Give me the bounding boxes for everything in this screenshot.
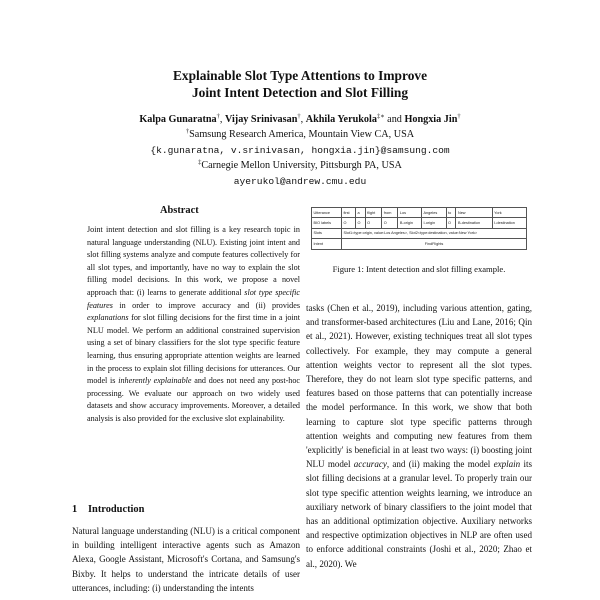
author-4-mark: † [457, 113, 461, 120]
author-1: Kalpa Gunaratna [139, 114, 217, 125]
bio-label: BIO labels [312, 218, 342, 228]
right-part-1: tasks (Chen et al., 2019), including various attention, gating, and transformer-based architectures (Liu and Lane, 2016; Qin et al., 2021). However, existing techniques treat all slot types collectively. For example, they may compute a general attention weights vector to represent all the slot types. Therefore, they do not learn slot type specific patterns, and features based on those patterns that can potentially increase the model performance. In this work, we show that both learning to capture slot type specific patterns through attention weights and computing new features from them 'explicitly' is beneficial in at least two ways: (i) boosting joint NLU model [306, 303, 532, 470]
author-2-mark: † [297, 113, 301, 120]
slots-label: Slots [312, 228, 342, 238]
right-emph-1: accuracy [353, 459, 387, 470]
affiliation-2-text: Carnegie Mellon University, Pittsburgh PA, USA [201, 160, 402, 172]
bio-tag: O [365, 218, 382, 228]
email-2: ayerukol@andrew.cmu.edu [233, 175, 367, 187]
utterance-token: Angeles [422, 208, 447, 218]
abstract-part-2: in order to improve accuracy and (ii) provides [112, 300, 300, 310]
author-4: Hongxia Jin [404, 114, 458, 125]
bio-tag: O [342, 218, 356, 228]
utterance-token: from [382, 208, 398, 218]
bio-tag: O [382, 218, 398, 228]
intent-value: FindFlights [342, 239, 527, 249]
slots-row [312, 228, 527, 238]
abstract-heading: Abstract [160, 205, 199, 216]
intent-row [312, 239, 527, 249]
author-3: Akhila Yerukola [305, 114, 377, 125]
right-part-2: , and (ii) making the model [386, 459, 494, 470]
author-and: and [387, 114, 402, 125]
utterance-token: first [342, 208, 356, 218]
intro-number: 1 [72, 504, 78, 515]
bio-tag: O [356, 218, 366, 228]
affiliation-1-text: Samsung Research America, Mountain View CA, USA [189, 129, 415, 141]
bio-row [312, 218, 527, 228]
utterance-token: flight [365, 208, 382, 218]
right-column-text [306, 301, 532, 571]
abstract-part-3: for slot filling decisions for the first time in a joint NLU model. We perform an additional constrained supervision using a set of binary classifiers for the slot type specific feature learning, thus ensuring appropriate attention weights are learned in the process to explain slot filling decisions for utterances. Our model is [87, 313, 300, 386]
right-emph-2: explain [493, 459, 521, 470]
paper-title [0, 67, 600, 101]
affiliation-2-mark: ‡ [198, 159, 202, 167]
email-1: {k.gunaratna, v.srinivasan, hongxia.jin}@samsung.com [150, 144, 450, 156]
utterance-token: Los [398, 208, 422, 218]
author-2: Vijay Srinivasan [225, 114, 298, 125]
utterance-token: New [456, 208, 492, 218]
utterance-token: York [492, 208, 526, 218]
title-line-1: Explainable Slot Type Attentions to Improve [172, 68, 428, 83]
intro-heading [72, 504, 144, 515]
bio-tag: B-destination [456, 218, 492, 228]
utterance-token: a [356, 208, 366, 218]
right-part-3: its slot filling decisions at a granular level. To properly train our slot type specific attention weights learning, we introduce an auxiliary network of binary classifiers to the joint model that has an additional optimization objective. Auxiliary networks and respective optimization objectives in NLP are often used to enforce additional constraints (Joshi et al., 2020; Zhao et al., 2020). We [306, 459, 533, 569]
bio-tag: B-origin [398, 218, 422, 228]
bio-tag: I-origin [422, 218, 447, 228]
figure-caption: Figure 1: Intent detection and slot filling example. [332, 264, 506, 274]
figure-1-table [311, 207, 527, 250]
intent-label: Intent [312, 239, 342, 249]
abstract-emph-2: explanations [87, 313, 129, 323]
abstract-part-4: and does not need any post-hoc processing. We evaluate our approach on two widely used datasets and show accuracy improvements. Moreover, a detailed analysis is also provided for the exclusive slot explainability. [87, 376, 301, 423]
intro-title: Introduction [88, 504, 145, 515]
author-list: Kalpa Gunaratna†, Vijay Srinivasan†, Akhila Yerukola‡∗ and Hongxia Jin† [139, 113, 461, 125]
abstract-part-1: Joint intent detection and slot filling is a key research topic in natural language understanding (NLU). Existing joint intent and slot filling systems analyze and compute features collectively for all slot types, and importantly, have no way to explain the slot filling model decisions. In this work, we propose a novel approach that: (i) learns to generate additional [87, 225, 300, 297]
abstract-text [87, 224, 300, 426]
utterance-token: to [446, 208, 456, 218]
abstract-emph-3: inherently explainable [118, 376, 192, 386]
author-block [0, 112, 600, 189]
title-line-2: Joint Intent Detection and Slot Filling [191, 85, 409, 100]
author-3-mark: ‡∗ [376, 113, 385, 120]
intro-text: Natural language understanding (NLU) is a critical component in building intelligent interactive agents such as Amazon Alexa, Google Assistant, Microsoft's Cortana, and Samsung's Bixby. It helps to understand the intricate details of user utterances, including: (i) understanding the intents [72, 526, 300, 593]
author-1-mark: † [216, 113, 220, 120]
affiliation-1 [0, 127, 600, 142]
utterance-row [312, 208, 527, 218]
utterance-label: Utterance [312, 208, 342, 218]
abstract-emph-1: slot type specific features [87, 287, 301, 310]
slots-value: Slot1=type:origin, value:Los Angeles>, Slot2<type:destination, value:New York> [342, 228, 527, 238]
affiliation-2 [0, 158, 600, 173]
bio-tag: I-destination [492, 218, 526, 228]
bio-tag: O [446, 218, 456, 228]
affiliation-1-mark: † [185, 128, 190, 136]
